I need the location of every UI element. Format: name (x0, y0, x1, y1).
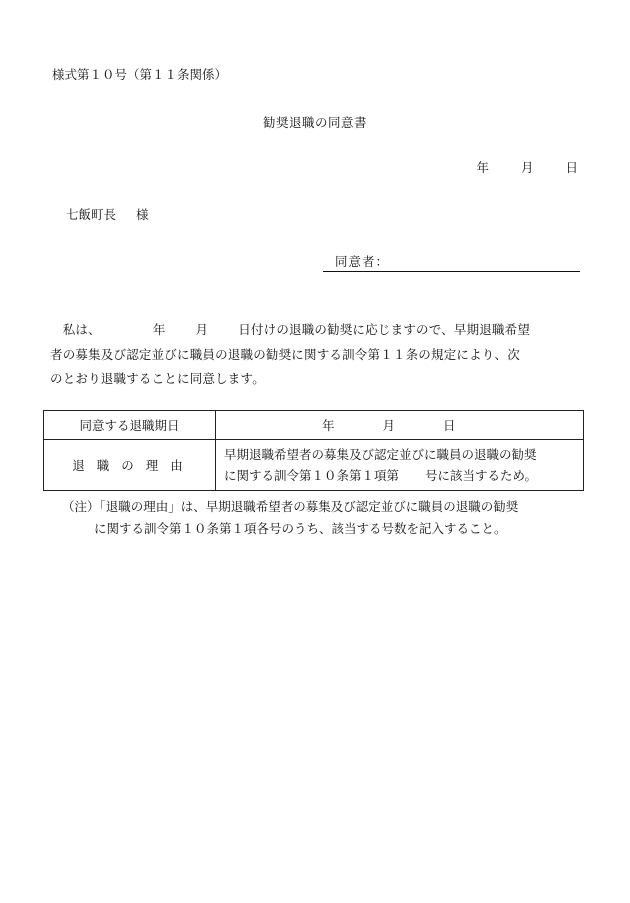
form-number: 様式第１０号（第１１条関係） (52, 67, 228, 82)
addressee (66, 209, 149, 222)
retirement-date-day: 日 (443, 418, 456, 433)
date-year-label: 年 (476, 160, 489, 175)
footnote-line-1: （注）「退職の理由」は、早期退職希望者の募集及び認定並びに職員の退職の勧奨 (62, 499, 519, 514)
addressee-name: 七飯町長 (66, 207, 117, 222)
consenter-signature-line[interactable] (323, 256, 580, 272)
retirement-reason-label: 退職の理由 (44, 440, 216, 491)
retirement-info-table (43, 410, 584, 491)
consent-statement (50, 318, 580, 392)
statement-line-2: 者の募集及び認定並びに職員の退職の勧奨に関する訓令第１１条の規定により、次 (50, 346, 520, 362)
table-row-retirement-date (44, 411, 584, 440)
retirement-reason-field[interactable] (216, 440, 584, 491)
document-title: 勧奨退職の同意書 (262, 115, 367, 130)
date-day-label: 日 (565, 160, 578, 175)
footnote-line-2: に関する訓令第１０条第１項各号のうち、該当する号数を記入すること。 (94, 521, 507, 536)
retirement-date-year: 年 (322, 418, 335, 433)
retirement-date-field[interactable] (216, 411, 584, 440)
table-row-retirement-reason (44, 440, 584, 491)
statement-line-3: のとおり退職することに同意します。 (50, 371, 265, 386)
statement-line-1: 私は、 年 月 日付けの退職の勧奨に応じますので、早期退職希望 (62, 322, 531, 337)
retirement-date-month: 月 (382, 418, 396, 433)
addressee-honorific: 様 (136, 207, 149, 222)
date-month-label: 月 (520, 160, 534, 175)
footnote (62, 496, 518, 540)
document-date (476, 162, 578, 175)
consenter-label: 同意者： (335, 254, 390, 269)
retirement-date-label: 同意する退職期日 (44, 411, 216, 440)
reason-line-2: に関する訓令第１０条第１項第 号に該当するため。 (224, 468, 538, 483)
reason-line-1: 早期退職希望者の募集及び認定並びに職員の退職の勧奨 (224, 447, 537, 462)
